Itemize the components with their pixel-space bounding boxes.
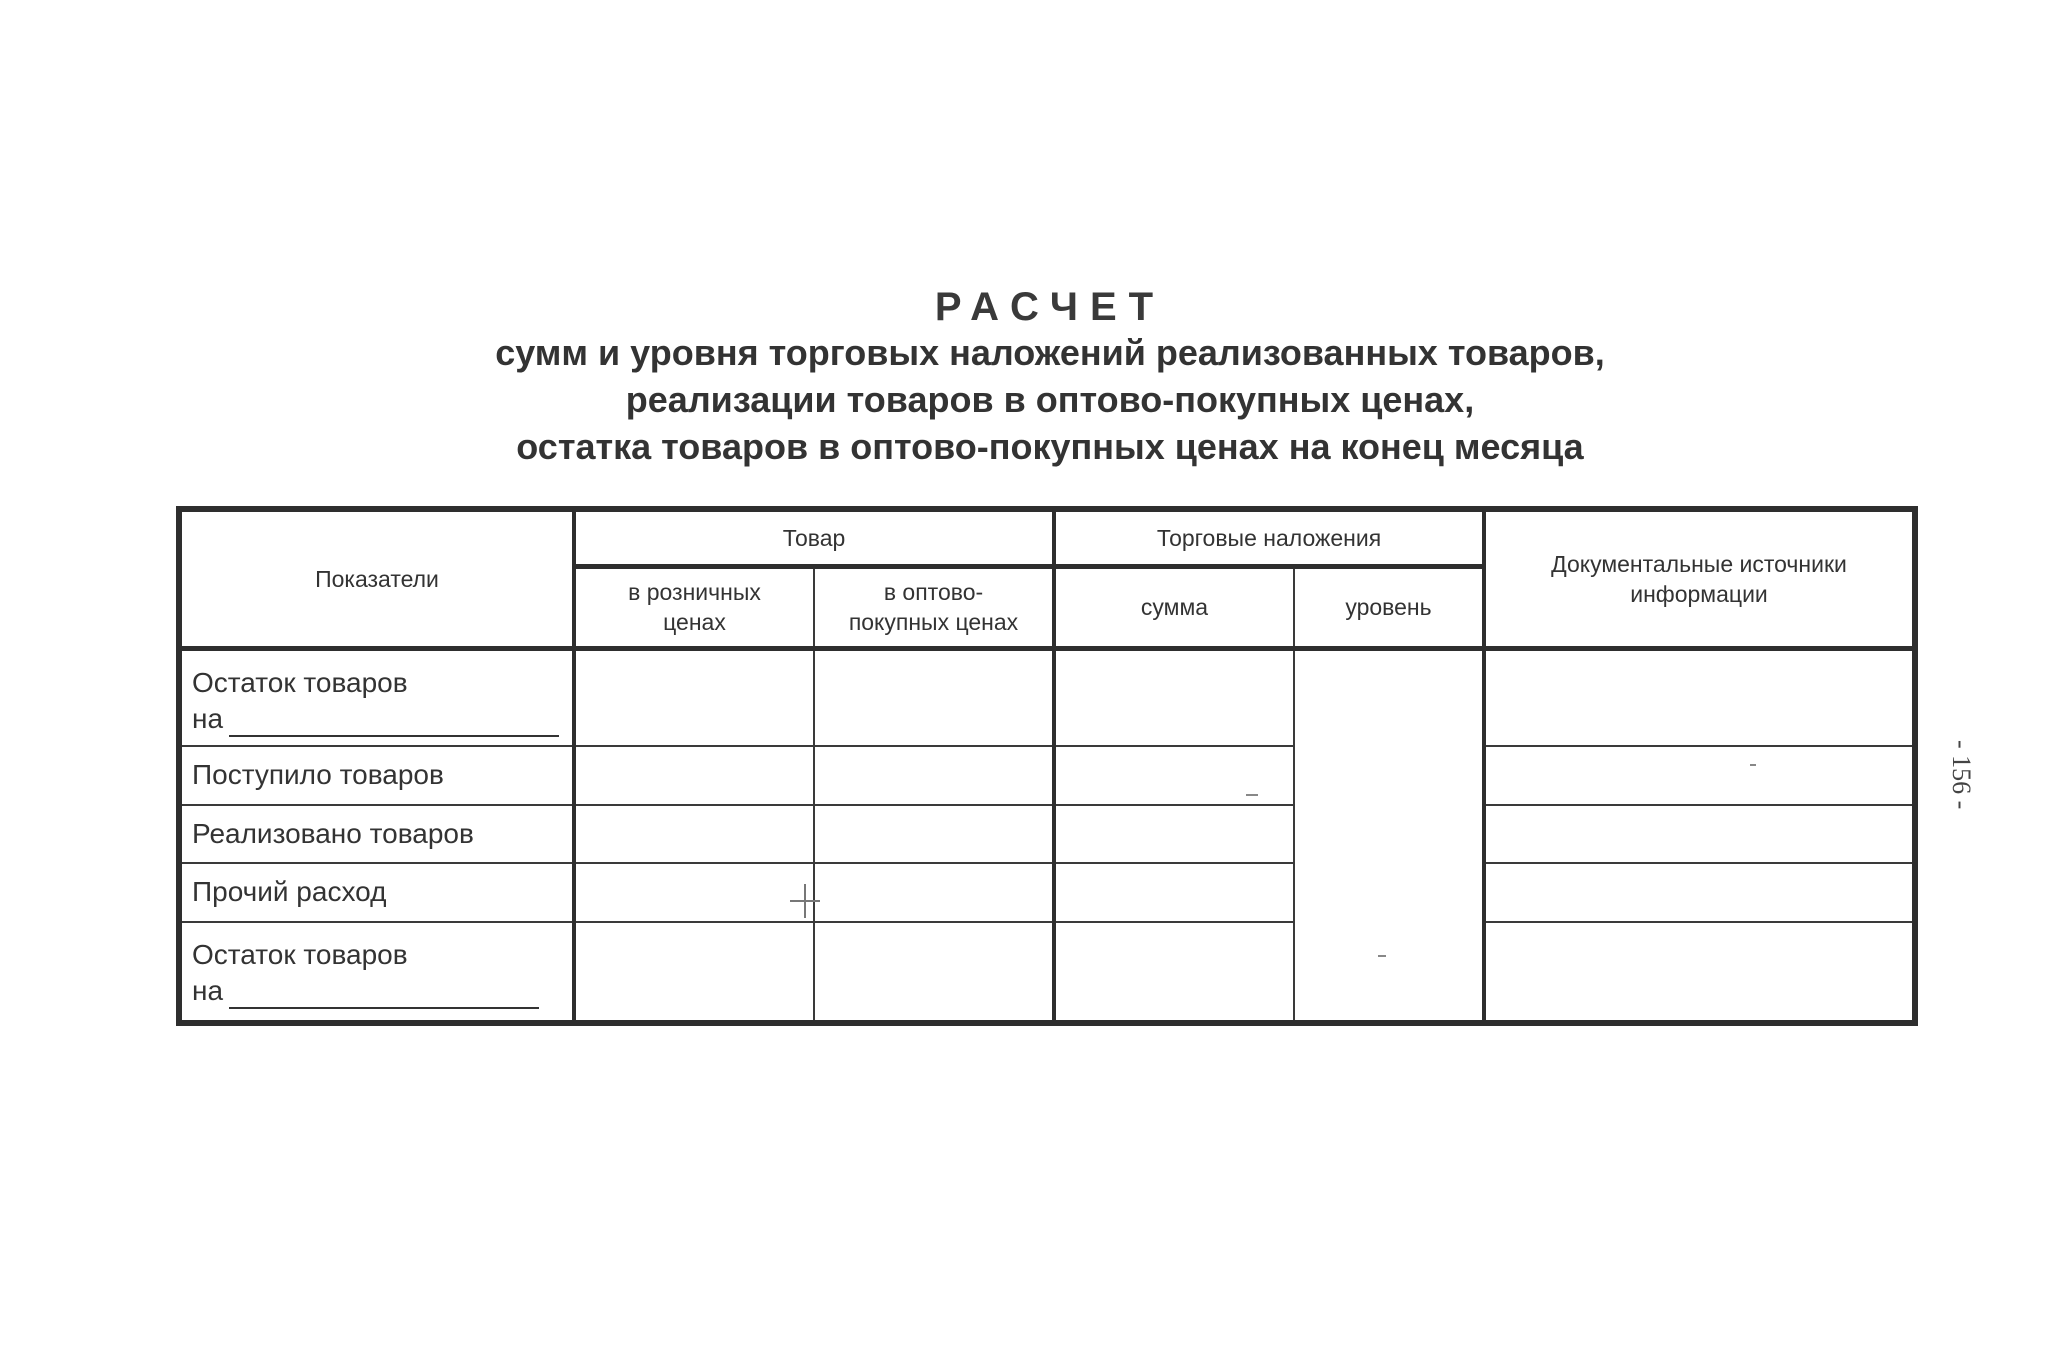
cell-level[interactable]	[1294, 648, 1484, 1020]
header-indicators: Показатели	[182, 512, 574, 648]
row-label-on: на	[192, 702, 224, 734]
header-trade-markups: Торговые наложения	[1054, 512, 1484, 566]
subtitle-line-2: реализации товаров в оптово-покупных ценах,	[625, 379, 1475, 420]
scan-mark	[804, 884, 806, 918]
cell-retail[interactable]	[574, 863, 814, 922]
row-label-other-expense: Прочий расход	[182, 863, 574, 922]
header-doc-sources-line2: информации	[1630, 580, 1768, 607]
table-row	[182, 863, 1912, 922]
header-goods-wholesale-line1: в оптово-	[883, 579, 984, 605]
scan-speck	[1246, 794, 1258, 796]
table-row	[182, 648, 1912, 746]
title-block	[0, 285, 2048, 470]
header-goods-retail-text: в розничных ценах	[628, 579, 761, 635]
row-label-line1: Остаток товаров	[192, 666, 408, 698]
table-row	[182, 922, 1912, 1020]
document-title: РАСЧЕТ	[934, 285, 1166, 329]
cell-sum[interactable]	[1054, 922, 1294, 1020]
header-doc-sources	[1484, 512, 1912, 648]
cell-sum[interactable]	[1054, 805, 1294, 864]
cell-wholesale[interactable]	[814, 746, 1054, 805]
date-blank-line	[229, 981, 539, 1009]
row-label-received: Поступило товаров	[182, 746, 574, 805]
subtitle-line-3: остатка товаров в оптово-покупных ценах на конец месяца	[516, 426, 1584, 467]
cell-doc-source[interactable]	[1484, 746, 1912, 805]
cell-retail[interactable]	[574, 746, 814, 805]
cell-doc-source[interactable]	[1484, 805, 1912, 864]
row-label-opening-stock	[182, 648, 574, 746]
table-row	[182, 746, 1912, 805]
cell-wholesale[interactable]	[814, 863, 1054, 922]
header-goods-wholesale	[814, 566, 1054, 648]
header-goods: Товар	[574, 512, 1054, 566]
calculation-table	[176, 506, 1918, 1026]
cell-retail[interactable]	[574, 805, 814, 864]
cell-wholesale[interactable]	[814, 805, 1054, 864]
row-label-closing-stock	[182, 922, 574, 1020]
cell-retail[interactable]	[574, 922, 814, 1020]
cell-doc-source[interactable]	[1484, 922, 1912, 1020]
cell-sum[interactable]	[1054, 648, 1294, 746]
row-label-line1: Остаток товаров	[192, 939, 408, 971]
cell-doc-source[interactable]	[1484, 648, 1912, 746]
calculation-table-grid	[182, 512, 1912, 1020]
header-goods-wholesale-line2: покупных ценах	[848, 609, 1019, 635]
subtitle-line-1: сумм и уровня торговых наложений реализованных товаров,	[495, 332, 1605, 373]
row-label-line2	[192, 701, 564, 737]
scan-speck	[1750, 764, 1756, 766]
header-doc-sources-line1: Документальные источники	[1551, 550, 1847, 577]
cell-sum[interactable]	[1054, 746, 1294, 805]
date-blank-line	[229, 709, 559, 737]
row-label-on: на	[192, 975, 224, 1007]
table-row	[182, 805, 1912, 864]
cell-doc-source[interactable]	[1484, 863, 1912, 922]
row-label-sold: Реализовано товаров	[182, 805, 574, 864]
header-markup-level: уровень	[1294, 566, 1484, 648]
cell-wholesale[interactable]	[814, 648, 1054, 746]
cell-sum[interactable]	[1054, 863, 1294, 922]
cell-wholesale[interactable]	[814, 922, 1054, 1020]
header-markup-sum: сумма	[1054, 566, 1294, 648]
cell-retail[interactable]	[574, 648, 814, 746]
scan-speck	[1378, 955, 1386, 957]
page-number: - 156 -	[1947, 740, 1976, 810]
header-goods-retail	[574, 566, 814, 648]
row-label-line2	[192, 973, 564, 1009]
